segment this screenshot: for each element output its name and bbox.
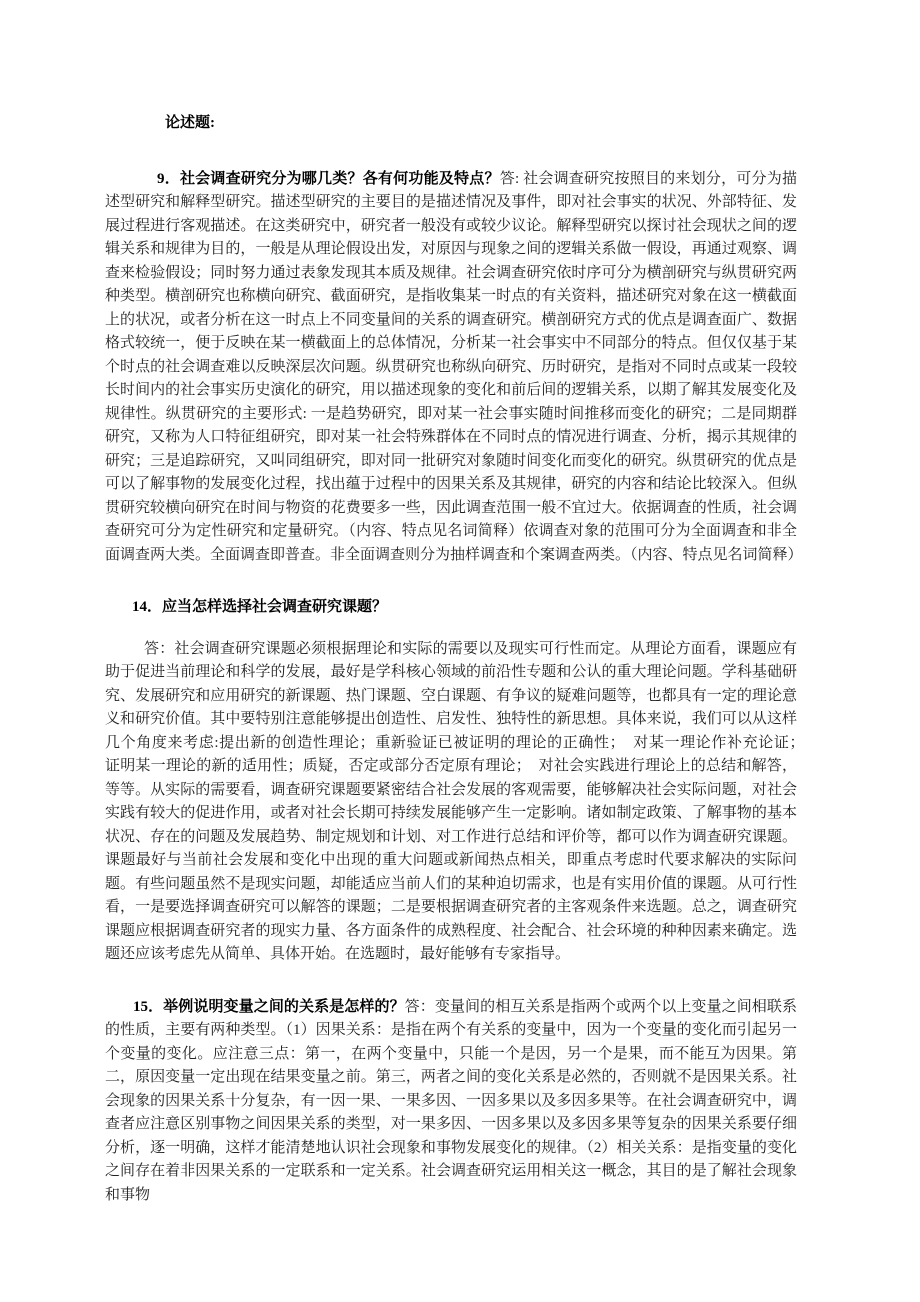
question-15-answer: 答：变量间的相互关系是指两个或两个以上变量之间相联系的性质，主要有两种类型。（1）因果关系：是指在两个有关系的变量中，因为一个变量的变化而引起另一个变量的变化。应注意三点：第一，在两个变量中，只能一个是因，另一个是果，而不能互为因果。第二，原因变量一定出现在结果变量之前。第三，两者之间的变化关系是必然的，否则就不是因果关系。社会现象的因果关系十分复杂，有一因一果、一果多因、一因多果以及多因多果等。在社会调查研究中，调查者应注意区别事物之间因果关系的类型，对一果多因、一因多果以及多因多果等复杂的因果关系要仔细分析，逐一明确，这样才能清楚地认识社会现象和事物发展变化的规律。（2）相关关系：是指变量的变化之间存在着非因果关系的一定联系和一定关系。社会调查研究运用相关这一概念，其目的是了解社会现象和事物	[105, 998, 797, 1203]
section-heading: 论述题:	[165, 115, 215, 131]
question-15-title: 15．举例说明变量之间的关系是怎样的？	[133, 998, 405, 1015]
question-9-paragraph	[105, 168, 803, 568]
question-14-title: 14．应当怎样选择社会调查研究课题？	[132, 599, 388, 615]
question-9-answer: 答: 社会调查研究按照目的来划分，可分为描述型研究和解释型研究。描述型研究的主要目的是描述情况及事件，即对社会事实的状况、外部特征、发展过程进行客观描述。在这类研究中，研究者一般没有或较少议论。解释型研究以探讨社会现状之间的逻辑关系和规律为目的，一般是从理论假设出发，对原因与现象之间的逻辑关系做一假设，再通过观察、调查来检验假设；同时努力通过表象发现其本质及规律。社会调查研究依时序可分为横剖研究与纵贯研究两种类型。横剖研究也称横向研究、截面研究，是指收集某一时点的有关资料，描述研究对象在这一横截面上的状况，或者分析在这一时点上不同变量间的关系的调查研究。横剖研究方式的优点是调查面广、数据格式较统一，便于反映在某一横截面上的总体情况，分析某一社会事实中不同部分的特点。但仅仅基于某个时点的社会调查难以反映深层次问题。纵贯研究也称纵向研究、历时研究，是指对不同时点或某一段较长时间内的社会事实历史演化的研究，用以描述现象的变化和前后间的逻辑关系，以期了解其发展变化及规律性。纵贯研究的主要形式: 一是趋势研究，即对某一社会事实随时间推移而变化的研究；二是同期群研究，又称为人口特征组研究，即对某一社会特殊群体在不同时点的情况进行调查、分析，揭示其规律的研究；三是追踪研究，又叫同组研究，即对同一批研究对象随时间变化而变化的研究。纵贯研究的优点是可以了解事物的发展变化过程，找出蕴于过程中的因果关系及其规律，研究的内容和结论比较深入。但纵贯研究较横向研究在时间与物资的花费要多一些，因此调查范围一般不宜过大。依据调查的性质，社会调查研究可分为定性研究和定量研究。（内容、特点见名词简释）依调查对象的范围可分为全面调查和非全面调查两大类。全面调查即普查。非全面调查则分为抽样调查和个案调查两类。（内容、特点见名词简释）	[105, 170, 803, 563]
question-14-title-line	[105, 596, 797, 620]
question-14-answer: 答：社会调查研究课题必须根据理论和实际的需要以及现实可行性而定。从理论方面看，课题应有助于促进当前理论和科学的发展，最好是学科核心领域的前沿性专题和公认的重大理论问题。学科基础研究、发展研究和应用研究的新课题、热门课题、空白课题、有争议的疑难问题等，也都具有一定的理论意义和研究价值。其中要特别注意能够提出创造性、启发性、独特性的新思想。具体来说，我们可以从这样几个角度来考虑:提出新的创造性理论；重新验证已被证明的理论的正确性； 对某一理论作补充论证； 证明某一理论的新的适用性；质疑，否定或部分否定原有理论； 对社会实践进行理论上的总结和解答，等等。从实际的需要看，调查研究课题要紧密结合社会发展的客观需要，能够解决社会实际问题，对社会实践有较大的促进作用，或者对社会长期可持续发展能够产生一定影响。诸如制定政策、了解事物的基本状况、存在的问题及发展趋势、制定规划和计划、对工作进行总结和评价等，都可以作为调查研究课题。课题最好与当前社会发展和变化中出现的重大问题或新闻热点相关，即重点考虑时代要求解决的实际问题。有些问题虽然不是现实问题，却能适应当前人们的某种迫切需求，也是有实用价值的课题。从可行性看，一是要选择调查研究可以解答的课题；二是要根据调查研究者的主客观条件来选题。总之，调查研究课题应根据调查研究者的现实力量、各方面条件的成熟程度、社会配合、社会环境的种种因素来确定。选题还应该考虑先从简单、具体开始。在选题时，最好能够有专家指导。	[105, 640, 813, 962]
question-15-paragraph	[105, 996, 797, 1208]
document-content	[105, 112, 813, 1207]
question-9-title: 9．社会调查研究分为哪几类？各有何功能及特点？	[157, 170, 500, 187]
